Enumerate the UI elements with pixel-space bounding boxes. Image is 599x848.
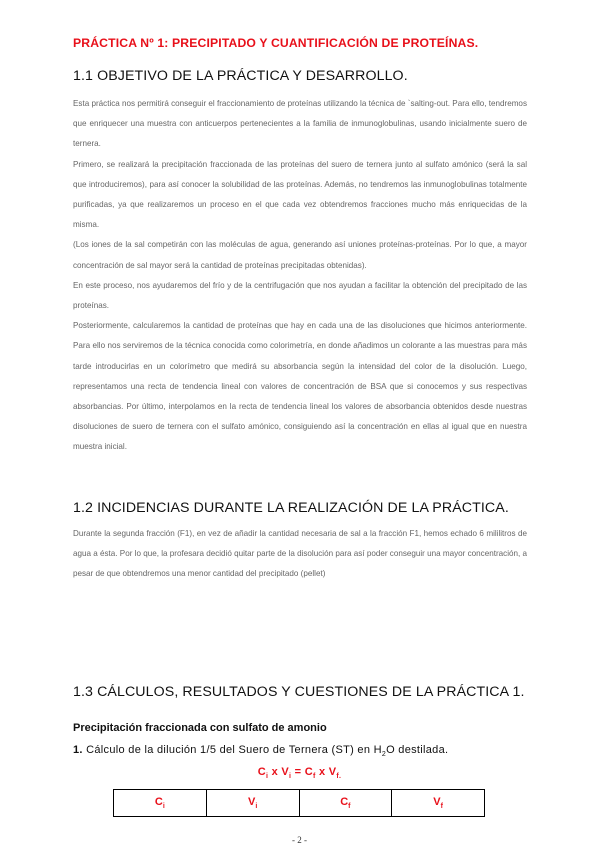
table-header-cell: $V_i$ (206, 790, 299, 817)
formula-vi: V (281, 766, 290, 778)
paragraph: Durante la segunda fracción (F1), en vez de añadir la cantidad necesaria de sal a la fracción F1, hemos echado 6 mililitros de agua a ésta. Por lo que, la profesara decidió quitar parte de la disolución para así poder conseguir una mayor concentración, a pesar de que obtendremos una menor cantidad del precipitado (pellet) (73, 529, 527, 579)
formula-times: x (315, 766, 329, 778)
section-heading-calculos: 1.3 CÁLCULOS, RESULTADOS Y CUESTIONES DE LA PRÁCTICA 1. (73, 684, 525, 700)
table-header-cell: $V_f$ (392, 790, 485, 817)
item-subscript: 2 (381, 751, 387, 759)
formula-vf: V (328, 766, 337, 778)
item-tail: O destilada. (386, 744, 449, 756)
formula-cf: C (304, 766, 313, 778)
table-header-cell: $C_f$ (299, 790, 392, 817)
table-header-cell: $C_i$ (114, 790, 207, 817)
dilution-formula (0, 766, 599, 780)
document-title: PRÁCTICA Nº 1: PRECIPITADO Y CUANTIFICACIÓN DE PROTEÍNAS. (73, 36, 479, 50)
formula-ci: C (257, 766, 266, 778)
paragraph: Esta práctica nos permitirá conseguir el fraccionamiento de proteínas utilizando la técnica de `salting-out. Para ello, tendremos que enriquecer una muestra con anticuerpos pertenecientes a la familia de inmunoglobulinas, usando inicialmente suero de ternera. (73, 99, 527, 149)
section-heading-incidencias: 1.2 INCIDENCIAS DURANTE LA REALIZACIÓN DE LA PRÁCTICA. (73, 500, 509, 516)
formula-sub: f. (336, 773, 342, 781)
item-text: Cálculo de la dilución 1/5 del Suero de Ternera (ST) en H (86, 744, 382, 756)
paragraph: En este proceso, nos ayudaremos del frío y de la centrifugación que nos ayudan a facilitar la obtención del precipitado de las proteínas. (73, 280, 527, 311)
table-row (114, 790, 485, 817)
formula-equals: = (291, 766, 305, 778)
paragraph: Posteriormente, calcularemos la cantidad de proteínas que hay en cada una de las disoluciones que hicimos anteriormente. Para ello nos serviremos de la técnica conocida como colorimetría, en donde añadimos un colorante a las muestras para más tarde introducirlas en un colorímetro que medirá su absorbancia según la intensidad del color de la disolución. Luego, representamos una recta de tendencia lineal con valores de concentración de BSA que si conocemos y sus respectivas absorbancias. Por último, interpolamos en la recta de tendencia lineal los valores de absorbancia obtenidos desde nuestras disoluciones de suero de ternera con el sulfato amónico, consiguiendo así la concentración en ellas al igual que en nuestra muestra inicial. (73, 321, 527, 452)
formula-sub: i (265, 773, 269, 781)
section-body-incidencias (73, 524, 527, 585)
formula-sub: f (312, 773, 316, 781)
numbered-item (73, 744, 448, 758)
variables-table (113, 789, 485, 817)
formula-sub: i (289, 773, 292, 781)
paragraph: (Los iones de la sal competirán con las moléculas de agua, generando así uniones proteínas-proteínas. Por lo que, a mayor concentración de sal mayor será la cantidad de proteínas precipitadas obtenidas). (73, 240, 527, 270)
subsection-heading: Precipitación fraccionada con sulfato de amonio (73, 722, 327, 734)
item-number: 1. (73, 744, 83, 756)
paragraph: Primero, se realizará la precipitación fraccionada de las proteínas del suero de ternera junto al sulfato amónico (será la sal que introduciremos), para así conocer la solubilidad de las proteínas. Además, no tendremos las inmunoglobulinas totalmente purificadas, ya que realizaremos un proceso en el que cada vez obtendremos fracciones mucho más enriquecidas de la misma. (73, 159, 527, 230)
page-number: - 2 - (292, 835, 307, 845)
section-heading-objective: 1.1 OBJETIVO DE LA PRÁCTICA Y DESARROLLO. (73, 68, 408, 84)
section-body-objective (73, 94, 527, 458)
formula-times: x (268, 766, 282, 778)
